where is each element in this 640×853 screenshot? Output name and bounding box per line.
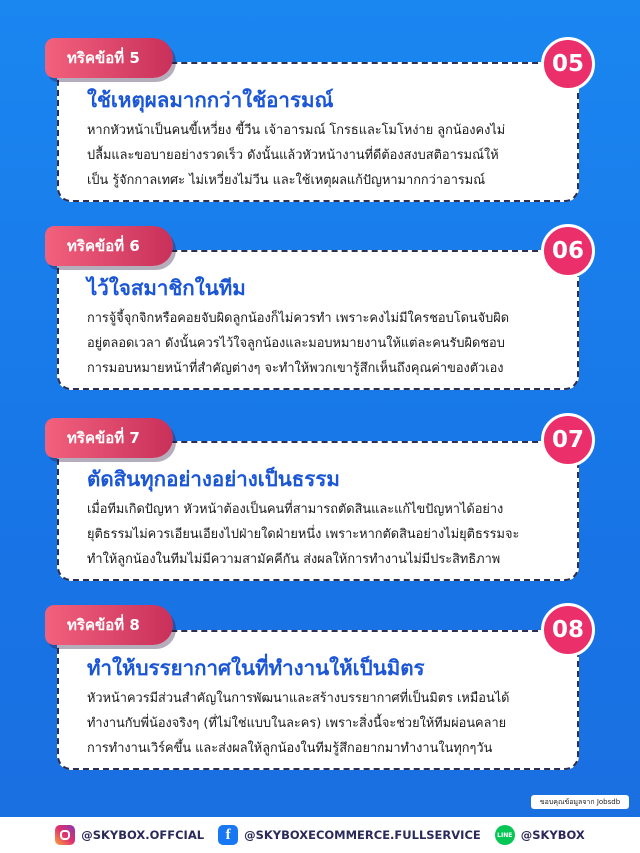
social-line[interactable] bbox=[495, 825, 585, 845]
social-facebook[interactable] bbox=[218, 825, 481, 845]
tip-card-5 bbox=[57, 62, 579, 202]
badge-number-06: 06 bbox=[541, 224, 595, 278]
tip-body: เมื่อทีมเกิดปัญหา หัวหน้าต้องเป็นคนที่สามารถตัดสินและแก้ไขปัญหาได้อย่าง ยุติธรรมไม่ควรเอียนเอียงไปฝ่ายใดฝ่ายหนึ่ง เพราะหากตัดสินอย่างไม่ยุติธรรมจะ ทำให้ลูกน้องในทีมไม่มีความสามัคคีกัน ส่งผลให้การทำงานไม่มีประสิทธิภาพ bbox=[87, 502, 520, 567]
facebook-icon: f bbox=[218, 825, 238, 845]
social-footer bbox=[0, 817, 640, 853]
social-instagram[interactable] bbox=[55, 825, 204, 845]
badge-number-07: 07 bbox=[541, 413, 595, 467]
tab-label: ทริคข้อที่ 8 bbox=[67, 616, 140, 634]
tip-card-6 bbox=[57, 250, 579, 390]
tip-title: ใช้เหตุผลมากกว่าใช้อารมณ์ bbox=[87, 88, 334, 112]
tab-tip-6 bbox=[45, 226, 173, 266]
line-handle: @SKYBOX bbox=[520, 828, 585, 842]
tab-tip-7 bbox=[45, 418, 173, 458]
tip-body: หากหัวหน้าเป็นคนขี้เหวี่ยง ขี้วีน เจ้าอารมณ์ โกรธและโมโหง่าย ลูกน้องคงไม่ ปลื้มและขอบายอย่างรวดเร็ว ดังนั้นแล้วหัวหน้างานที่ดีต้องสงบสติอารมณ์ให้ เป็น รู้จักกาลเทศะ ไม่เหวี่ยงไม่วีน และใช้เหตุผลแก้ปัญหามากกว่าอารมณ์ bbox=[87, 123, 506, 188]
facebook-handle: @SKYBOXECOMMERCE.FULLSERVICE bbox=[244, 828, 481, 842]
tip-body: หัวหน้าควรมีส่วนสำคัญในการพัฒนาและสร้างบรรยากาศที่เป็นมิตร เหมือนได้ ทำงานกับพี่น้องจริงๆ (ที่ไม่ใช่แบบในละคร) เพราะสิ่งนี้จะช่วยให้ทีมผ่อนคลาย การทำงานเวิร์คขึ้น และส่งผลให้ลูกน้องในทีมรู้สึกอยากมาทำงานในทุกๆวัน bbox=[87, 691, 510, 756]
badge-number-08: 08 bbox=[541, 603, 595, 657]
tab-label: ทริคข้อที่ 5 bbox=[67, 49, 140, 67]
tab-tip-5 bbox=[45, 38, 173, 78]
instagram-handle: @SKYBOX.OFFCIAL bbox=[81, 828, 205, 842]
tip-card-7 bbox=[57, 441, 579, 581]
instagram-icon bbox=[55, 825, 75, 845]
credit-label: ขอบคุณข้อมูลจาก Jobsdb bbox=[531, 795, 629, 809]
tip-title: ตัดสินทุกอย่างอย่างเป็นธรรม bbox=[87, 467, 340, 491]
tip-body: การจู้จี้จุกจิกหรือคอยจับผิดลูกน้องก็ไม่ควรทำ เพราะคงไม่มีใครชอบโดนจับผิด อยู่ตลอดเวลา ดังนั้นควรไว้ใจลูกน้องและมอบหมายงานให้แต่ละคนรับผิดชอบ การมอบหมายหน้าที่สำคัญต่างๆ จะทำให้พวกเขารู้สึกเห็นถึงคุณค่าของตัวเอง bbox=[87, 311, 510, 376]
tab-tip-8 bbox=[45, 605, 173, 645]
tab-label: ทริคข้อที่ 7 bbox=[67, 429, 140, 447]
tab-label: ทริคข้อที่ 6 bbox=[67, 237, 140, 255]
tip-title: ไว้ใจสมาชิกในทีม bbox=[87, 276, 246, 300]
line-icon: LINE bbox=[495, 825, 515, 845]
badge-number-05: 05 bbox=[541, 37, 595, 91]
tip-card-8 bbox=[57, 630, 579, 770]
tip-title: ทำให้บรรยากาศในที่ทำงานให้เป็นมิตร bbox=[87, 656, 425, 680]
